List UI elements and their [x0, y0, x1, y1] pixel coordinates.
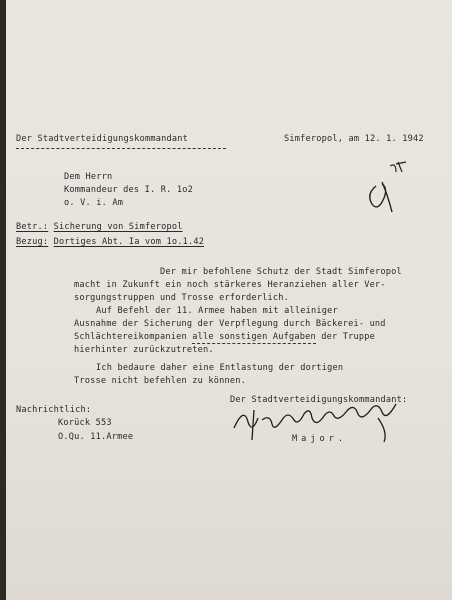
signer-rank: Major.	[292, 434, 348, 444]
reference-row	[16, 237, 204, 248]
subject-row	[16, 222, 183, 233]
sender-underline	[16, 148, 226, 149]
body-line-6-a: Schlächtereikompanien	[74, 332, 187, 342]
cc-line-1: Korück 553	[58, 418, 112, 428]
handwritten-initial-icon	[356, 160, 416, 220]
place-date: Simferopol, am 12. 1. 1942	[284, 134, 424, 144]
cc-label: Nachrichtlich:	[16, 405, 92, 415]
cc-line-2: O.Qu. 11.Armee	[58, 432, 134, 442]
body-line-4: Auf Befehl der 11. Armee haben mit alleiniger	[96, 306, 338, 316]
body-line-1: Der mir befohlene Schutz der Stadt Simferopol	[160, 267, 402, 277]
body-line-6-b: der Truppe	[321, 332, 375, 342]
subject-text: Sicherung von Simferopol	[53, 222, 183, 232]
body-line-6-emphasis: alle sonstigen Aufgaben	[192, 332, 316, 342]
letter-page	[6, 0, 452, 600]
body-line-6	[74, 332, 375, 343]
signature-block: Der Stadtverteidigungskommandant:	[230, 395, 408, 405]
subject-label: Betr.:	[16, 222, 49, 232]
sender-line: Der Stadtverteidigungskommandant	[16, 134, 188, 144]
reference-label: Bezug:	[16, 237, 49, 247]
recipient-line-3: o. V. i. Am	[64, 198, 124, 208]
recipient-line-1: Dem Herrn	[64, 172, 113, 182]
body-line-5: Ausnahme der Sicherung der Verpflegung durch Bäckerei- und	[74, 319, 386, 329]
body-line-7: hierhinter zurückzutreten.	[74, 345, 214, 355]
body-line-8: Ich bedaure daher eine Entlastung der dortigen	[96, 363, 344, 373]
reference-text: Dortiges Abt. Ia vom 1o.1.42	[53, 237, 205, 247]
body-line-9: Trosse nicht befehlen zu können.	[74, 376, 246, 386]
body-line-3: sorgungstruppen und Trosse erforderlich.	[74, 293, 289, 303]
body-line-2: macht in Zukunft ein noch stärkeres Heranziehen aller Ver-	[74, 280, 386, 290]
recipient-line-2: Kommandeur des I. R. 1o2	[64, 185, 193, 195]
